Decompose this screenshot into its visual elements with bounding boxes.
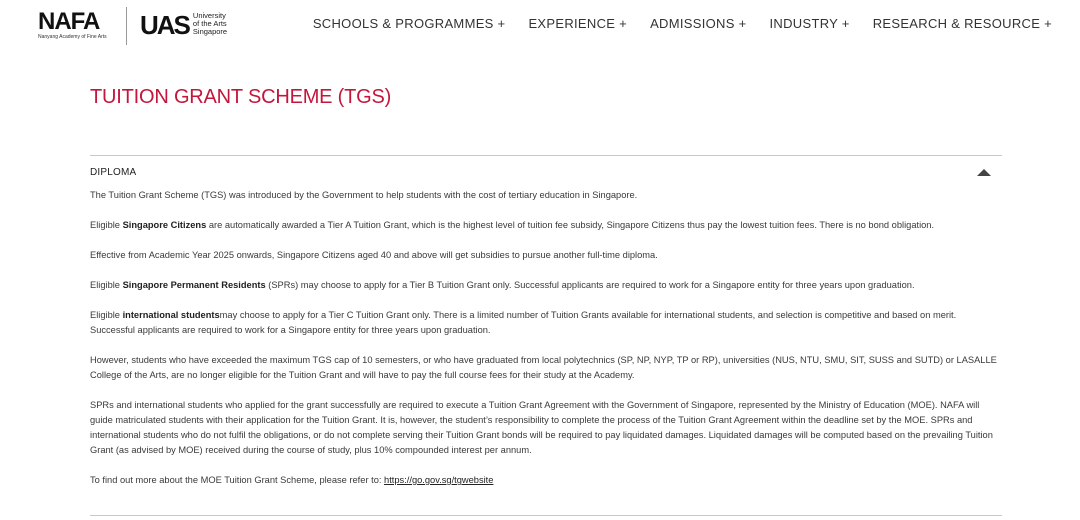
accordion-title: DIPLOMA: [90, 166, 137, 178]
main-nav: [290, 16, 1052, 31]
nav-research-resource[interactable]: RESEARCH & RESOURCE +: [872, 16, 1052, 31]
diploma-accordion: [90, 155, 1002, 503]
uas-line-2: of the Arts: [192, 19, 227, 28]
page-title: TUITION GRANT SCHEME (TGS): [90, 86, 392, 108]
nafa-logo[interactable]: [38, 10, 118, 42]
uas-wordmark: UAS: [140, 10, 189, 40]
accordion-header-diploma[interactable]: [90, 156, 1002, 188]
nafa-wordmark: NAFA: [38, 8, 100, 35]
accordion-content: [90, 188, 1002, 488]
nav-experience[interactable]: EXPERIENCE +: [528, 16, 628, 31]
text-span: (SPRs) may choose to apply for a Tier B Tuition Grant only. Successful applicants are required to work for a Singapore entity for three years upon graduation.: [265, 280, 915, 290]
site-header: [0, 0, 1080, 48]
uas-logo-text: [193, 12, 227, 36]
tg-website-link[interactable]: https://go.gov.sg/tgwebsite: [384, 475, 494, 485]
text-span: Eligible: [90, 220, 123, 230]
paragraph-permanent-residents: [90, 278, 1002, 293]
paragraph-agreement: SPRs and international students who applied for the grant successfully are required to execute a Tuition Grant Agreement with the Government of Singapore, represented by the Ministry of Education (MOE). NAFA will guide matriculated students with their application for the Tuition Grant. It is, however, the student’s responsibility to complete the process of the Tuition Grant Agreement within the deadline set by the MOE. SPRs and international students who do not fulfil the obligations, or do not complete serving their Tuition Grant bonds will be required to pay liquidated damages. Liquidated damages will be computed based on the prevailing Tuition Grant (as advised by MOE) received during the course of study, plus 10% compounded interest per annum.: [90, 400, 993, 455]
uas-line-3: Singapore: [192, 27, 228, 36]
nav-schools-programmes[interactable]: SCHOOLS & PROGRAMMES +: [312, 16, 506, 31]
text-span: Eligible: [90, 310, 123, 320]
paragraph-intro: The Tuition Grant Scheme (TGS) was introduced by the Government to help students with the cost of tertiary education in Singapore.: [90, 190, 638, 200]
caret-up-icon[interactable]: [977, 169, 991, 176]
bold-singapore-citizens: Singapore Citizens: [122, 220, 207, 230]
uas-logo[interactable]: [140, 10, 227, 40]
text-span: may choose to apply for a Tier C Tuition Grant only. There is a limited number of Tuition Grants available for international students, and selection is competitive and based on merit. Successful applicants are required to work for a Singapore entity for three years upon graduation.: [90, 310, 957, 335]
logo-divider: [126, 7, 127, 45]
text-span: are automatically awarded a Tier A Tuition Grant, which is the highest level of tuition fee subsidy, Singapore Citizens thus pay the lowest tuition fees. There is no bond obligation.: [206, 220, 935, 230]
uas-line-1: University: [192, 11, 226, 20]
paragraph-find-out-more: [90, 473, 1002, 488]
nav-industry[interactable]: INDUSTRY +: [769, 16, 850, 31]
paragraph-international: [90, 308, 1002, 338]
bold-international-students: international students: [122, 310, 220, 320]
bold-permanent-residents: Singapore Permanent Residents: [122, 280, 266, 290]
paragraph-age-40: Effective from Academic Year 2025 onwards, Singapore Citizens aged 40 and above will get subsidies to pursue another full-time diploma.: [90, 250, 658, 260]
paragraph-citizens: [90, 218, 1002, 233]
text-span: Eligible: [90, 280, 123, 290]
nafa-tagline: Nanyang Academy of Fine Arts: [38, 34, 107, 40]
text-span: To find out more about the MOE Tuition Grant Scheme, please refer to:: [90, 475, 385, 485]
accordion-bottom-divider: [90, 515, 1002, 516]
paragraph-ineligible: However, students who have exceeded the maximum TGS cap of 10 semesters, or who have graduated from local polytechnics (SP, NP, NYP, TP or RP), universities (NUS, NTU, SMU, SIT, SUSS and SUTD) or LASALLE College of the Arts, are no longer eligible for the Tuition Grant and will have to pay the full course fees for their study at the Academy.: [90, 355, 997, 380]
nav-admissions[interactable]: ADMISSIONS +: [650, 16, 747, 31]
